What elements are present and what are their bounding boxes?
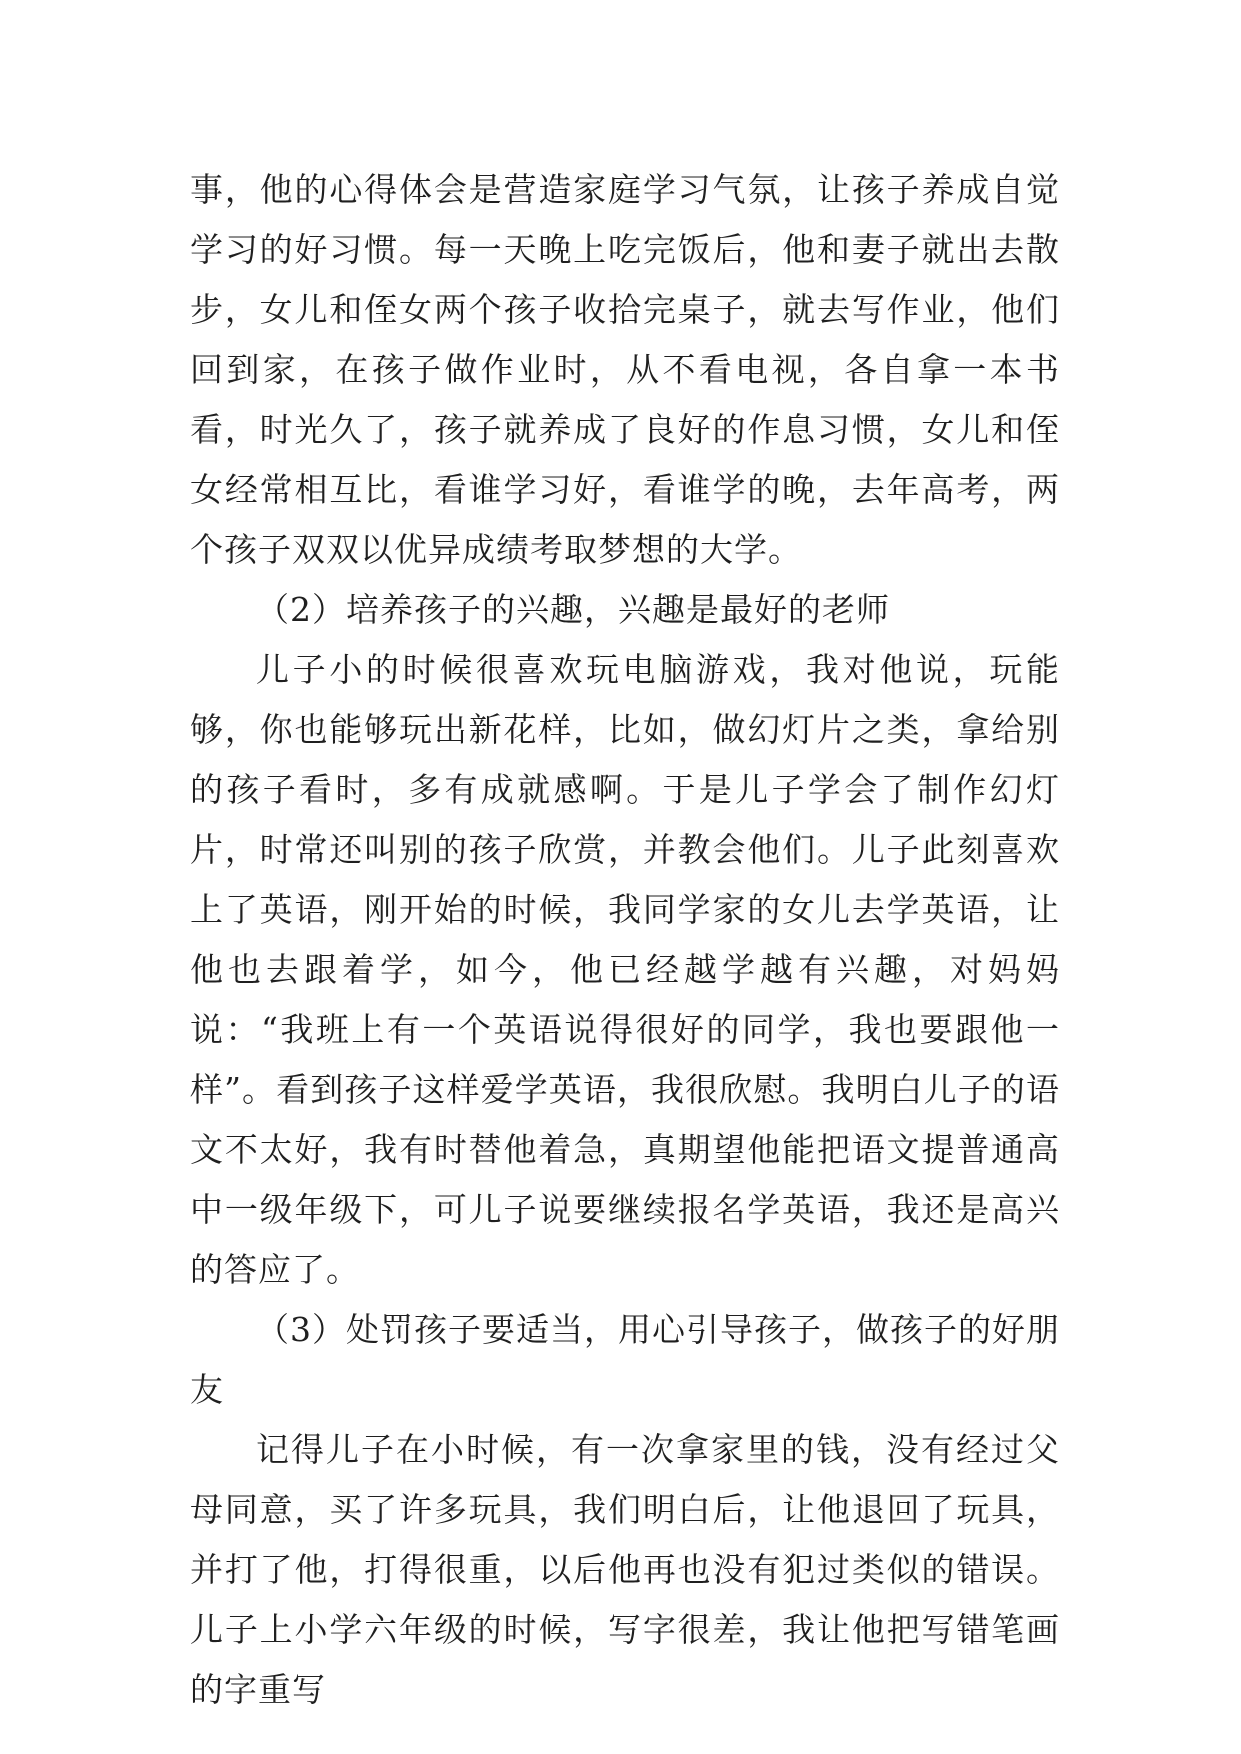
paragraph-1: 事，他的心得体会是营造家庭学习气氛，让孩子养成自觉学习的好习惯。每一天晚上吃完饭后，他和妻子就出去散步，女儿和侄女两个孩子收拾完桌子，就去写作业，他们回到家，在孩子做作业时，从不看电视，各自拿一本书看，时光久了，孩子就养成了良好的作息习惯，女儿和侄女经常相互比，看谁学习好，看谁学的晚，去年高考，两个孩子双双以优异成绩考取梦想的大学。: [190, 170, 1060, 569]
section-heading-3: （3）处罚孩子要适当，用心引导孩子，做孩子的好朋友: [190, 1310, 1060, 1409]
document-body: [190, 160, 1060, 1720]
paragraph-3: 记得儿子在小时候，有一次拿家里的钱，没有经过父母同意，买了许多玩具，我们明白后，让他退回了玩具，并打了他，打得很重，以后他再也没有犯过类似的错误。儿子上小学六年级的时候，写字很差，我让他把写错笔画的字重写: [190, 1430, 1060, 1709]
section-heading-2: （2）培养孩子的兴趣，兴趣是最好的老师: [256, 590, 890, 629]
paragraph-2: 儿子小的时候很喜欢玩电脑游戏，我对他说，玩能够，你也能够玩出新花样，比如，做幻灯片之类，拿给别的孩子看时，多有成就感啊。于是儿子学会了制作幻灯片，时常还叫别的孩子欣赏，并教会他们。儿子此刻喜欢上了英语，刚开始的时候，我同学家的女儿去学英语，让他也去跟着学，如今，他已经越学越有兴趣，对妈妈说：“我班上有一个英语说得很好的同学，我也要跟他一样”。看到孩子这样爱学英语，我很欣慰。我明白儿子的语文不太好，我有时替他着急，真期望他能把语文提普通高中一级年级下，可儿子说要继续报名学英语，我还是高兴的答应了。: [190, 650, 1060, 1289]
